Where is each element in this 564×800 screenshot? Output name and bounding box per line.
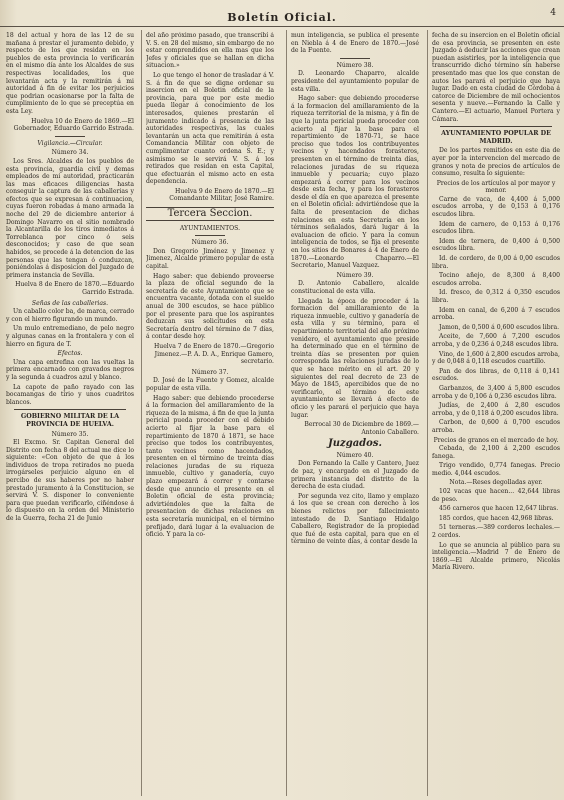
price-line: 185 cordos, que hacen 42,968 libras.	[439, 514, 554, 522]
paragraph: fecha de su insercion en el Boletín oficial de esa provincia, se presenten en este Juzgado á deducir las acciones que crean puedan asistirles, por la inteligencia que transcurrido dicho término sin haberse presentado mas que los que constan de autos les parará el perjuicio que haya lugar. Dado en esta ciudad de Córdoba á catorce de Diciembre de mil ochocientos sesenta y nueve.—Fernando la Calle y Cantero.—El actuario, Manuel Portera y Cámara.	[432, 32, 560, 123]
paragraph: Lo que se anuncia al público para su inteligencia.—Madrid 7 de Enero de 1869.—El Alcalde primero, Nicolás María Rivero.	[432, 541, 560, 572]
header-rule	[0, 26, 564, 27]
notice-number: Número 40.	[336, 451, 374, 459]
section-heading: AYUNTAMIENTOS.	[179, 224, 241, 232]
paragraph: D. Leonardo Chaparro, alcalde presidente del ayuntamiento popular de esta villa.	[291, 70, 419, 93]
notice-number: Número 34.	[51, 149, 89, 157]
paragraph: Don Gregorio Jiménez y Jimenez y Jimenez, Alcalde primero popular de esta capital.	[146, 247, 274, 271]
price-line: Id. fresco, de 0,312 á 0,350 escudos libra.	[432, 289, 560, 304]
notice-number: Número 35.	[51, 430, 89, 438]
paragraph: mun inteligencia, se publica el presente en Niebla á 4 de Enero de 1870.—José de la Fuente.	[291, 32, 419, 55]
section-heading: Vigilancia.—Circular.	[37, 139, 103, 147]
price-line: 51 terneras.—389 corderos lechales.—2 cerdos.	[432, 524, 560, 540]
paragraph: Hago saber: que debiendo procederse á la formacion del amillaramiento de la riqueza de la misma, á fin de que la junta pericial pueda proceder con el debido acierto al fijar la base para el repartimiento de 1870 á 1871, se hace preciso que todos los contribuyentes, tanto vecinos como hacendados, presenten en el término de treinta días relaciones juradas de su riqueza inmueble, cultivo y ganadería, cuyo plazo empezará á correr y contarse desde que anuncio el presente en el Boletin oficial de esta provincia; advirtiéndoles que la falta de presentacion de dichas relaciones en esta secretaría municipal, en el término prefijado, dará lugar á la evaluacion de oficio. Y para la co-	[146, 394, 274, 539]
paragraph: D. José de la Fuente y Gomez, alcalde popular de esta villa.	[146, 377, 274, 392]
paragraph: Llegada la época de proceder á la formacion del amillaramiento de la riqueza inmueble, cultivo y ganadería de esta villa y su término, para el repartimiento territorial del año próximo venidero, el ayuntamiento que preside ha determinado que en el término de treinta días se presenten por quien corresponda las relaciones juradas de lo que se hace mérito en el art. 20 y siguientes del real decreto de 23 de Mayo de 1845, apercibidos que de no verificarlo, el término de este ayuntamiento se llevará á efecto de oficio y les parará el perjuicio que haya lugar.	[291, 297, 419, 419]
price-line: Trigo vendido, 0,774 fanegas. Precio medio. 4,044 escudos.	[432, 462, 560, 477]
section-heading: AYUNTAMIENTO POPULAR DE MADRID.	[441, 130, 551, 145]
signature: Huelva 10 de Enero de 1869.—El Gobernador, Eduardo Garrido Estrada.	[13, 117, 134, 133]
price-line: Pan de dos libras, de 0,118 á 0,141 escudos.	[432, 367, 560, 383]
price-line: Carbon, de 0,600 á 0,700 escudos arroba.	[432, 419, 560, 434]
paragraph: De los partes remitidos en este dia de ayer por la intervencion del mercado de granos y nota de precios de artículos de consumo, resulta lo siguiente:	[432, 147, 560, 178]
notice-number: Número 36.	[191, 239, 229, 247]
price-line: Jamon, de 0,500 á 0,600 escudos libra.	[439, 323, 560, 331]
paragraph: El Excmo. Sr. Capitan General del Distrito con fecha 8 del actual me dice lo siguiente: «Con objeto de que á los individuos de tropa retirados no pueda irrogárseles perjuicio alguno en el percibo de sus haberes por no haber prestado juramento á la Constitucion, se servirá V. S. disponer lo conveniente para que puedan verificarlo, ciñéndose á lo dispuesto en la orden del Ministerio de la Guerra, fecha 21 de Junio	[6, 439, 134, 523]
paragraph: La capote de paño rayado con las bocamangas de tirio y unos cuadritos blancos.	[6, 383, 134, 406]
price-line: Tocino añejo, de 8,300 á 8,400 escudos arroba.	[432, 272, 560, 287]
divider	[340, 58, 370, 59]
subheading: Señas de las caballerias.	[31, 299, 109, 307]
price-line: Garbanzos, de 3,400 á 5,800 escudos arroba y de 0,106 á 0,236 escudos libra.	[432, 384, 560, 400]
paragraph: Un caballo color ba, de marca, cerrado y con el hierro figurando un mundo.	[6, 308, 134, 323]
subheading: Precios de granos en el mercado de hoy.	[433, 436, 559, 444]
column-2	[146, 32, 274, 796]
price-line: 456 carneros que hacen 12,647 libras.	[439, 505, 559, 513]
paragraph: 18 del actual y hora de las 12 de su mañana á prestar el juramento debido, y respecto de los que residan en los pueblos de esta provincia lo verificarán en el mismo día ante los Alcaldes de sus respectivas localidades, los que levantarán acta y la remitirán á mi autoridad á fin de evitar los perjuicios que podrian ocasionarse por la falta de cumplimiento de lo que se preceptúa en esta Ley.	[6, 32, 134, 115]
signature: Huelva 9 de Enero de 1870.—El Comandante Militar, José Ramire.	[169, 187, 274, 203]
price-line: 102 vacas que hacen... 42,644 libras de peso.	[432, 488, 560, 503]
paragraph: Hago saber: que debiendo proveerse la plaza de oficial segundo de la secretaría de este Ayuntamiento que se encuentra vacante, dotada con el sueldo anual de 300 escudos, se hace público por el presente para que los aspirantes deduzcan sus solicitudes en esta Secretaría dentro del término de 7 días, á contar desde hoy.	[146, 272, 274, 341]
subheading: Efectos.	[57, 350, 83, 358]
price-line: Cebada, de 2,100 á 2,200 escudos fanega.	[432, 445, 560, 460]
price-line: Aceite, de 7,600 á 7,200 escudos arroba, y de 0,236 á 0,248 escudos libra.	[432, 333, 560, 348]
column-divider	[286, 30, 287, 796]
price-line: Carne de vaca, de 4,400 á 5,000 escudos arroba, y de 0,153 á 0,176 escudos libra.	[432, 195, 560, 219]
notice-number: Número 37.	[191, 368, 229, 376]
paragraph: Lo que tengo el honor de trasladar á V. S. á fin de que se digne ordenar su insercion en el Boletin oficial de la provincia, para que por este medio pueda llegar á conocimiento de los interesados, quienes prestarán el juramento indicado á presencia de las autoridades respectivas, las cuales levantarán un acta que remitirán á esta Comandancia Militar con objeto de cumplimentar cuanto ordena S. E.; y asimismo se le servirá V. S. á los retirados que residan en esta Capital, que efectuarán el mismo acto en esta dependencia.	[146, 71, 274, 186]
notice-number: Número 38.	[336, 61, 374, 69]
section-title: Juzgados.	[328, 438, 382, 450]
price-line: Vino, de 1,600 á 2,800 escudos arroba, y de 0,048 á 0,118 escudos cuartillo.	[432, 350, 560, 366]
page-number: 4	[550, 8, 556, 18]
subheading: Precios de los artículos al por mayor y menor.	[436, 179, 556, 195]
divider	[55, 136, 85, 137]
paragraph: Una capa entrefina con las vueltas la primera encarnado con gravados negros y la segunda á cuadros azul y blanco.	[6, 358, 134, 381]
paragraph: Don Fernando la Calle y Cantero, Juez de paz, y encargado en el Juzgado de primera instancia del distrito de la derecha de esta ciudad.	[291, 460, 419, 491]
signature: Huelva 7 de Enero de 1870.—Gregorio Jimenez.—P. A. D. A., Enrique Gamero, secretario.	[153, 342, 274, 366]
column-divider	[427, 30, 428, 796]
price-line: Idem de ternera, de 0,400 á 0,500 escudos libra.	[432, 237, 560, 253]
subheading: Nota.—Reses degolladas ayer.	[449, 479, 543, 487]
divider	[440, 126, 552, 127]
newspaper-title: Boletín Oficial.	[227, 11, 337, 24]
price-line: Judías, de 2,400 á 2,80 escudos arroba, y de 0,118 á 0,200 escudos libra.	[432, 402, 560, 417]
column-1	[6, 32, 134, 796]
section-heading: GOBIERNO MILITAR DE LA PROVINCIA DE HUELVA.	[20, 413, 120, 428]
divider	[14, 409, 126, 410]
column-3	[291, 32, 419, 796]
paragraph: Por segunda vez cito, llamo y emplazo á los que se crean con derecho á los bienes relictos por fallecimiento intestado de D. Santiago Hidalgo Caballero, Registrador de la propiedad que fué de esta capital, para que en el término de veinte días, á contar desde la	[291, 492, 419, 546]
notice-number: Número 39.	[336, 271, 374, 279]
paragraph: Un mulo entremediano, de pelo negro y algunas canas en la frontalera y con el hierro en figura de T.	[6, 325, 134, 348]
paragraph: Hago saber: que debiendo procederse á la formacion del amillaramiento de la riqueza territorial de la misma, y á fin de que la junta pericial pueda proceder con acierto al fijar la base para el repartimiento de 1870-71, se hace preciso que todos los contribuyentes vecinos y hacendados forasteros, presenten en el término de treinta días, relaciones juradas de su riqueza inmueble y pecuaria; cuyo plazo empezará á correr para los vecinos desde esta fecha, y para los forasteros desde el día en que aparezca el presente en el Boletin oficial: advirtiéndose que la falta de presentacion de dichas relaciones en esta Secretaría en los términos señalados, dará lugar á la evaluacion de oficio. Y para la comun inteligencia de todos, se fija el presente en los sitios de Bonares á 4 de Enero de 1870.—Leonardo Chaparro.—El Secretario, Manuel Vazquez.	[291, 95, 419, 270]
price-line: Id. de cordero, de 0,00 á 0,00 escudos libra.	[432, 255, 560, 270]
section-title: Tercera Seccion.	[146, 207, 274, 221]
divider	[195, 235, 225, 236]
paragraph: Los Sres. Alcaldes de los pueblos de esta provincia, guardia civil y demas empleados de mi autoridad, practicarán las mas eficaces diligencias hasta conseguir la captura de las caballerias y efectos que se expresan á continuacion, cuyas fueron robadas á mano armada la noche del 29 de diciembre anterior á Domingo Navarro en el sitio nombrado la Alcantarilla de los tíros inmediatos á Torreblanca por cinco ó seis desconocidos; y caso de que sean habidos, se procede á la detencion de las personas que las tengan ó conduzcan, poniéndolas á disposicion del Juzgado de primera instancia de Sevilla.	[6, 157, 134, 279]
price-line: Idem de carnero, de 0,153 á 0,176 escudos libra.	[432, 220, 560, 236]
price-line: Idem en canal, de 6,200 á 7 escudos arroba.	[432, 306, 560, 322]
paragraph: del año próximo pasado, que transcribí á V. S. en 28 del mismo, sin embargo de no estar comprendidos en ella mas que los Jefes y oficiales que se hallan en dicha situacion.»	[146, 32, 274, 70]
signature: Berrocal 30 de Diciembre de 1869.—Antonio Caballero.	[304, 421, 419, 436]
column-divider	[141, 30, 142, 796]
column-4	[432, 32, 560, 796]
signature: Huelva 8 de Enero de 1870.—Eduardo Garrido Estrada.	[15, 281, 134, 296]
paragraph: D. Antonio Caballero, alcalde constitucional de esta villa.	[291, 280, 419, 295]
